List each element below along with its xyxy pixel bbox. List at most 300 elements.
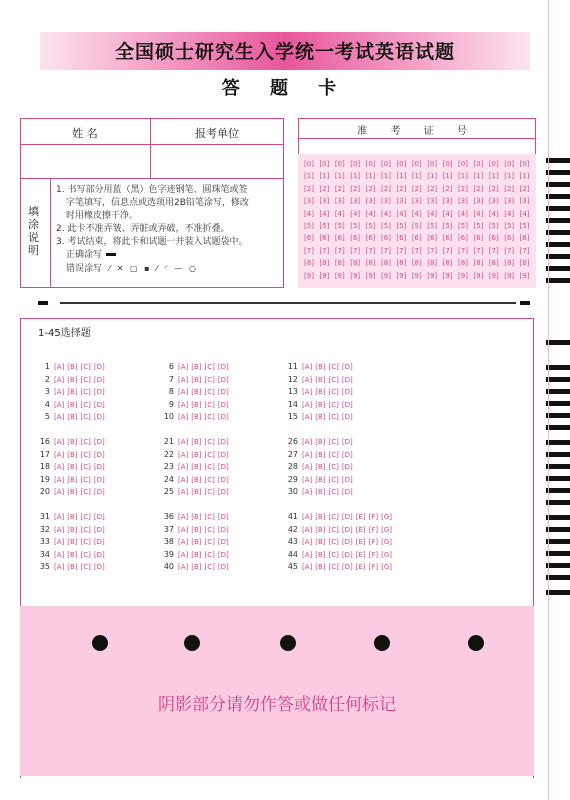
option-bubble[interactable]: [A] bbox=[178, 413, 189, 422]
option-bubble[interactable]: [B] bbox=[315, 488, 326, 497]
option-bubble[interactable]: [D] bbox=[341, 375, 353, 384]
option-bubble[interactable]: [D] bbox=[341, 563, 353, 572]
option-bubble[interactable]: [C] bbox=[328, 463, 339, 472]
option-bubble[interactable]: [F] bbox=[368, 525, 379, 534]
option-bubble[interactable]: [A] bbox=[178, 538, 189, 547]
option-bubble[interactable]: [D] bbox=[217, 400, 229, 409]
option-bubble[interactable]: [B] bbox=[191, 513, 202, 521]
option-bubble[interactable]: [A] bbox=[54, 513, 65, 521]
option-bubble[interactable]: [C] bbox=[80, 538, 91, 547]
digit-bubble[interactable]: [8] bbox=[304, 259, 314, 268]
digit-bubble[interactable]: [7] bbox=[411, 246, 422, 255]
digit-bubble[interactable]: [4] bbox=[427, 209, 438, 218]
option-bubble[interactable]: [A] bbox=[54, 413, 65, 422]
option-bubble[interactable]: [A] bbox=[178, 475, 189, 484]
option-bubble[interactable]: [B] bbox=[67, 475, 78, 484]
digit-bubble[interactable]: [7] bbox=[504, 246, 515, 255]
option-bubble[interactable]: [A] bbox=[302, 438, 313, 446]
option-bubble[interactable]: [D] bbox=[341, 488, 353, 497]
option-bubble[interactable]: [B] bbox=[315, 513, 326, 521]
option-bubble[interactable]: [C] bbox=[80, 413, 91, 422]
digit-bubble[interactable]: [7] bbox=[473, 246, 484, 255]
option-bubble[interactable]: [C] bbox=[204, 363, 215, 371]
digit-bubble[interactable]: [9] bbox=[488, 271, 499, 280]
digit-bubble[interactable]: [0] bbox=[334, 160, 345, 168]
option-bubble[interactable]: [D] bbox=[93, 513, 105, 521]
option-bubble[interactable]: [B] bbox=[315, 450, 326, 459]
option-bubble[interactable]: [A] bbox=[302, 388, 313, 397]
option-bubble[interactable]: [A] bbox=[54, 488, 65, 497]
option-bubble[interactable]: [D] bbox=[217, 363, 229, 371]
digit-bubble[interactable]: [6] bbox=[504, 234, 515, 243]
digit-bubble[interactable]: [2] bbox=[365, 184, 376, 193]
digit-bubble[interactable]: [5] bbox=[334, 221, 345, 230]
option-bubble[interactable]: [A] bbox=[54, 463, 65, 472]
option-bubble[interactable]: [A] bbox=[178, 388, 189, 397]
digit-bubble[interactable]: [3] bbox=[381, 197, 391, 206]
digit-bubble[interactable]: [3] bbox=[411, 197, 422, 206]
digit-bubble[interactable]: [0] bbox=[350, 160, 361, 168]
digit-bubble[interactable]: [9] bbox=[365, 271, 376, 280]
option-bubble[interactable]: [B] bbox=[191, 388, 202, 397]
option-bubble[interactable]: [D] bbox=[341, 513, 353, 521]
option-bubble[interactable]: [B] bbox=[191, 438, 202, 446]
digit-bubble[interactable]: [6] bbox=[473, 234, 484, 243]
option-bubble[interactable]: [A] bbox=[302, 513, 313, 521]
digit-bubble[interactable]: [3] bbox=[473, 197, 484, 206]
option-bubble[interactable]: [C] bbox=[80, 400, 91, 409]
digit-bubble[interactable]: [4] bbox=[519, 209, 530, 218]
option-bubble[interactable]: [A] bbox=[302, 475, 313, 484]
digit-bubble[interactable]: [3] bbox=[504, 197, 515, 206]
digit-bubble[interactable]: [7] bbox=[304, 246, 314, 255]
option-bubble[interactable]: [D] bbox=[217, 488, 229, 497]
option-bubble[interactable]: [D] bbox=[341, 525, 353, 534]
option-bubble[interactable]: [C] bbox=[328, 525, 339, 534]
digit-bubble[interactable]: [1] bbox=[442, 172, 453, 181]
option-bubble[interactable]: [A] bbox=[178, 525, 189, 534]
digit-bubble[interactable]: [5] bbox=[365, 221, 376, 230]
option-bubble[interactable]: [B] bbox=[315, 388, 326, 397]
option-bubble[interactable]: [A] bbox=[302, 463, 313, 472]
digit-bubble[interactable]: [1] bbox=[411, 172, 422, 181]
option-bubble[interactable]: [G] bbox=[381, 550, 393, 559]
option-bubble[interactable]: [C] bbox=[328, 400, 339, 409]
option-bubble[interactable]: [C] bbox=[328, 450, 339, 459]
digit-bubble[interactable]: [5] bbox=[488, 221, 499, 230]
digit-bubble[interactable]: [6] bbox=[334, 234, 345, 243]
name-field[interactable] bbox=[22, 148, 148, 176]
option-bubble[interactable]: [C] bbox=[328, 538, 339, 547]
digit-bubble[interactable]: [0] bbox=[319, 160, 330, 168]
option-bubble[interactable]: [C] bbox=[328, 388, 339, 397]
option-bubble[interactable]: [C] bbox=[204, 525, 215, 534]
digit-bubble[interactable]: [9] bbox=[304, 271, 314, 280]
option-bubble[interactable]: [C] bbox=[80, 450, 91, 459]
option-bubble[interactable]: [F] bbox=[368, 513, 379, 521]
option-bubble[interactable]: [B] bbox=[191, 538, 202, 547]
option-bubble[interactable]: [A] bbox=[178, 550, 189, 559]
option-bubble[interactable]: [B] bbox=[315, 438, 326, 446]
digit-bubble[interactable]: [7] bbox=[519, 246, 530, 255]
option-bubble[interactable]: [A] bbox=[178, 375, 189, 384]
digit-bubble[interactable]: [9] bbox=[411, 271, 422, 280]
digit-bubble[interactable]: [9] bbox=[319, 271, 330, 280]
digit-bubble[interactable]: [1] bbox=[381, 172, 391, 181]
option-bubble[interactable]: [D] bbox=[217, 463, 229, 472]
digit-bubble[interactable]: [9] bbox=[350, 271, 361, 280]
digit-bubble[interactable]: [8] bbox=[519, 259, 530, 268]
digit-bubble[interactable]: [8] bbox=[319, 259, 330, 268]
option-bubble[interactable]: [D] bbox=[217, 475, 229, 484]
option-bubble[interactable]: [A] bbox=[302, 375, 313, 384]
digit-bubble[interactable]: [6] bbox=[365, 234, 376, 243]
option-bubble[interactable]: [D] bbox=[93, 488, 105, 497]
option-bubble[interactable]: [D] bbox=[217, 525, 229, 534]
option-bubble[interactable]: [B] bbox=[315, 538, 326, 547]
digit-bubble[interactable]: [5] bbox=[350, 221, 361, 230]
option-bubble[interactable]: [D] bbox=[217, 388, 229, 397]
option-bubble[interactable]: [A] bbox=[178, 363, 189, 371]
digit-bubble[interactable]: [6] bbox=[458, 234, 468, 243]
option-bubble[interactable]: [D] bbox=[341, 475, 353, 484]
option-bubble[interactable]: [A] bbox=[54, 563, 65, 572]
digit-bubble[interactable]: [1] bbox=[519, 172, 530, 181]
option-bubble[interactable]: [B] bbox=[67, 563, 78, 572]
option-bubble[interactable]: [A] bbox=[178, 450, 189, 459]
option-bubble[interactable]: [A] bbox=[54, 538, 65, 547]
option-bubble[interactable]: [A] bbox=[54, 388, 65, 397]
digit-bubble[interactable]: [2] bbox=[519, 184, 530, 193]
digit-bubble[interactable]: [3] bbox=[442, 197, 453, 206]
option-bubble[interactable]: [B] bbox=[67, 550, 78, 559]
option-bubble[interactable]: [A] bbox=[54, 438, 65, 446]
digit-bubble[interactable]: [0] bbox=[473, 160, 484, 168]
option-bubble[interactable]: [C] bbox=[80, 475, 91, 484]
digit-bubble[interactable]: [3] bbox=[304, 197, 314, 206]
option-bubble[interactable]: [F] bbox=[368, 563, 379, 572]
digit-bubble[interactable]: [8] bbox=[334, 259, 345, 268]
digit-bubble[interactable]: [9] bbox=[442, 271, 453, 280]
option-bubble[interactable]: [D] bbox=[93, 563, 105, 572]
option-bubble[interactable]: [A] bbox=[302, 525, 313, 534]
digit-bubble[interactable]: [3] bbox=[488, 197, 499, 206]
option-bubble[interactable]: [B] bbox=[315, 550, 326, 559]
option-bubble[interactable]: [E] bbox=[355, 563, 366, 572]
option-bubble[interactable]: [C] bbox=[204, 513, 215, 521]
digit-bubble[interactable]: [2] bbox=[458, 184, 468, 193]
digit-bubble[interactable]: [7] bbox=[396, 246, 407, 255]
option-bubble[interactable]: [C] bbox=[80, 363, 91, 371]
option-bubble[interactable]: [C] bbox=[204, 388, 215, 397]
option-bubble[interactable]: [G] bbox=[381, 563, 393, 572]
digit-bubble[interactable]: [0] bbox=[396, 160, 407, 168]
option-bubble[interactable]: [B] bbox=[191, 475, 202, 484]
option-bubble[interactable]: [B] bbox=[67, 363, 78, 371]
digit-bubble[interactable]: [1] bbox=[473, 172, 484, 181]
option-bubble[interactable]: [B] bbox=[315, 475, 326, 484]
digit-bubble[interactable]: [2] bbox=[304, 184, 314, 193]
digit-bubble[interactable]: [5] bbox=[504, 221, 515, 230]
option-bubble[interactable]: [D] bbox=[93, 450, 105, 459]
digit-bubble[interactable]: [0] bbox=[381, 160, 391, 168]
option-bubble[interactable]: [D] bbox=[341, 413, 353, 422]
digit-bubble[interactable]: [0] bbox=[442, 160, 453, 168]
option-bubble[interactable]: [A] bbox=[178, 463, 189, 472]
option-bubble[interactable]: [B] bbox=[191, 488, 202, 497]
option-bubble[interactable]: [B] bbox=[67, 450, 78, 459]
digit-bubble[interactable]: [8] bbox=[427, 259, 438, 268]
option-bubble[interactable]: [A] bbox=[302, 400, 313, 409]
option-bubble[interactable]: [D] bbox=[341, 538, 353, 547]
option-bubble[interactable]: [A] bbox=[178, 563, 189, 572]
digit-bubble[interactable]: [9] bbox=[381, 271, 391, 280]
option-bubble[interactable]: [D] bbox=[93, 413, 105, 422]
option-bubble[interactable]: [C] bbox=[204, 475, 215, 484]
option-bubble[interactable]: [C] bbox=[204, 538, 215, 547]
digit-bubble[interactable]: [5] bbox=[304, 221, 314, 230]
digit-bubble[interactable]: [7] bbox=[350, 246, 361, 255]
option-bubble[interactable]: [G] bbox=[381, 538, 393, 547]
digit-bubble[interactable]: [4] bbox=[350, 209, 361, 218]
digit-bubble[interactable]: [4] bbox=[381, 209, 391, 218]
option-bubble[interactable]: [B] bbox=[315, 463, 326, 472]
digit-bubble[interactable]: [2] bbox=[334, 184, 345, 193]
option-bubble[interactable]: [D] bbox=[93, 363, 105, 371]
digit-bubble[interactable]: [2] bbox=[411, 184, 422, 193]
option-bubble[interactable]: [A] bbox=[54, 525, 65, 534]
digit-bubble[interactable]: [1] bbox=[427, 172, 438, 181]
option-bubble[interactable]: [D] bbox=[93, 525, 105, 534]
option-bubble[interactable]: [B] bbox=[191, 413, 202, 422]
option-bubble[interactable]: [B] bbox=[315, 363, 326, 371]
option-bubble[interactable]: [A] bbox=[178, 438, 189, 446]
option-bubble[interactable]: [C] bbox=[204, 400, 215, 409]
digit-bubble[interactable]: [8] bbox=[396, 259, 407, 268]
digit-bubble[interactable]: [7] bbox=[488, 246, 499, 255]
option-bubble[interactable]: [A] bbox=[302, 363, 313, 371]
digit-bubble[interactable]: [9] bbox=[473, 271, 484, 280]
digit-bubble[interactable]: [7] bbox=[334, 246, 345, 255]
digit-bubble[interactable]: [6] bbox=[319, 234, 330, 243]
digit-bubble[interactable]: [0] bbox=[365, 160, 376, 168]
option-bubble[interactable]: [E] bbox=[355, 550, 366, 559]
digit-bubble[interactable]: [1] bbox=[396, 172, 407, 181]
option-bubble[interactable]: [B] bbox=[67, 413, 78, 422]
digit-bubble[interactable]: [3] bbox=[458, 197, 468, 206]
option-bubble[interactable]: [B] bbox=[315, 375, 326, 384]
digit-bubble[interactable]: [2] bbox=[504, 184, 515, 193]
option-bubble[interactable]: [C] bbox=[328, 550, 339, 559]
option-bubble[interactable]: [A] bbox=[54, 400, 65, 409]
digit-bubble[interactable]: [4] bbox=[442, 209, 453, 218]
digit-bubble[interactable]: [7] bbox=[458, 246, 468, 255]
option-bubble[interactable]: [B] bbox=[315, 525, 326, 534]
digit-bubble[interactable]: [3] bbox=[334, 197, 345, 206]
digit-bubble[interactable]: [3] bbox=[427, 197, 438, 206]
option-bubble[interactable]: [D] bbox=[93, 463, 105, 472]
option-bubble[interactable]: [E] bbox=[355, 513, 366, 521]
option-bubble[interactable]: [C] bbox=[328, 413, 339, 422]
digit-bubble[interactable]: [7] bbox=[381, 246, 391, 255]
option-bubble[interactable]: [C] bbox=[328, 438, 339, 446]
option-bubble[interactable]: [F] bbox=[368, 538, 379, 547]
option-bubble[interactable]: [A] bbox=[178, 400, 189, 409]
option-bubble[interactable]: [B] bbox=[67, 538, 78, 547]
digit-bubble[interactable]: [4] bbox=[396, 209, 407, 218]
option-bubble[interactable]: [E] bbox=[355, 538, 366, 547]
digit-bubble[interactable]: [8] bbox=[473, 259, 484, 268]
option-bubble[interactable]: [C] bbox=[204, 563, 215, 572]
digit-bubble[interactable]: [4] bbox=[473, 209, 484, 218]
option-bubble[interactable]: [D] bbox=[341, 450, 353, 459]
option-bubble[interactable]: [B] bbox=[191, 525, 202, 534]
option-bubble[interactable]: [C] bbox=[80, 463, 91, 472]
digit-bubble[interactable]: [8] bbox=[411, 259, 422, 268]
option-bubble[interactable]: [D] bbox=[93, 475, 105, 484]
digit-bubble[interactable]: [2] bbox=[319, 184, 330, 193]
digit-bubble[interactable]: [3] bbox=[319, 197, 330, 206]
digit-bubble[interactable]: [1] bbox=[319, 172, 330, 181]
option-bubble[interactable]: [A] bbox=[178, 488, 189, 497]
digit-bubble[interactable]: [0] bbox=[304, 160, 314, 168]
digit-bubble[interactable]: [4] bbox=[488, 209, 499, 218]
option-bubble[interactable]: [B] bbox=[67, 400, 78, 409]
option-bubble[interactable]: [A] bbox=[54, 363, 65, 371]
digit-bubble[interactable]: [1] bbox=[458, 172, 468, 181]
digit-bubble[interactable]: [2] bbox=[488, 184, 499, 193]
option-bubble[interactable]: [F] bbox=[368, 550, 379, 559]
digit-bubble[interactable]: [2] bbox=[350, 184, 361, 193]
option-bubble[interactable]: [A] bbox=[302, 563, 313, 572]
option-bubble[interactable]: [B] bbox=[67, 388, 78, 397]
digit-bubble[interactable]: [4] bbox=[365, 209, 376, 218]
digit-bubble[interactable]: [6] bbox=[350, 234, 361, 243]
option-bubble[interactable]: [C] bbox=[204, 450, 215, 459]
digit-bubble[interactable]: [9] bbox=[427, 271, 438, 280]
digit-bubble[interactable]: [3] bbox=[350, 197, 361, 206]
option-bubble[interactable]: [G] bbox=[381, 525, 393, 534]
option-bubble[interactable]: [D] bbox=[93, 538, 105, 547]
digit-bubble[interactable]: [6] bbox=[519, 234, 530, 243]
digit-bubble[interactable]: [0] bbox=[427, 160, 438, 168]
digit-bubble[interactable]: [0] bbox=[504, 160, 515, 168]
option-bubble[interactable]: [A] bbox=[302, 413, 313, 422]
digit-bubble[interactable]: [8] bbox=[350, 259, 361, 268]
digit-bubble[interactable]: [5] bbox=[411, 221, 422, 230]
digit-bubble[interactable]: [0] bbox=[519, 160, 530, 168]
option-bubble[interactable]: [D] bbox=[341, 363, 353, 371]
digit-bubble[interactable]: [0] bbox=[411, 160, 422, 168]
option-bubble[interactable]: [C] bbox=[80, 550, 91, 559]
digit-bubble[interactable]: [6] bbox=[381, 234, 391, 243]
digit-bubble[interactable]: [1] bbox=[350, 172, 361, 181]
option-bubble[interactable]: [D] bbox=[217, 563, 229, 572]
option-bubble[interactable]: [D] bbox=[341, 388, 353, 397]
option-bubble[interactable]: [D] bbox=[217, 538, 229, 547]
option-bubble[interactable]: [B] bbox=[67, 488, 78, 497]
option-bubble[interactable]: [D] bbox=[341, 438, 353, 446]
option-bubble[interactable]: [C] bbox=[328, 563, 339, 572]
option-bubble[interactable]: [C] bbox=[204, 550, 215, 559]
option-bubble[interactable]: [B] bbox=[191, 375, 202, 384]
option-bubble[interactable]: [C] bbox=[204, 438, 215, 446]
option-bubble[interactable]: [A] bbox=[302, 488, 313, 497]
option-bubble[interactable]: [C] bbox=[328, 363, 339, 371]
option-bubble[interactable]: [A] bbox=[178, 513, 189, 521]
option-bubble[interactable]: [B] bbox=[315, 400, 326, 409]
option-bubble[interactable]: [D] bbox=[217, 513, 229, 521]
digit-bubble[interactable]: [4] bbox=[334, 209, 345, 218]
digit-bubble[interactable]: [8] bbox=[488, 259, 499, 268]
option-bubble[interactable]: [D] bbox=[217, 413, 229, 422]
digit-bubble[interactable]: [2] bbox=[427, 184, 438, 193]
option-bubble[interactable]: [C] bbox=[80, 513, 91, 521]
digit-bubble[interactable]: [6] bbox=[411, 234, 422, 243]
option-bubble[interactable]: [C] bbox=[80, 388, 91, 397]
option-bubble[interactable]: [B] bbox=[67, 525, 78, 534]
digit-bubble[interactable]: [2] bbox=[396, 184, 407, 193]
digit-bubble[interactable]: [9] bbox=[519, 271, 530, 280]
digit-bubble[interactable]: [1] bbox=[365, 172, 376, 181]
option-bubble[interactable]: [A] bbox=[302, 538, 313, 547]
option-bubble[interactable]: [C] bbox=[328, 375, 339, 384]
option-bubble[interactable]: [B] bbox=[191, 400, 202, 409]
digit-bubble[interactable]: [7] bbox=[319, 246, 330, 255]
option-bubble[interactable]: [B] bbox=[315, 413, 326, 422]
digit-bubble[interactable]: [3] bbox=[365, 197, 376, 206]
option-bubble[interactable]: [A] bbox=[54, 450, 65, 459]
option-bubble[interactable]: [C] bbox=[204, 375, 215, 384]
option-bubble[interactable]: [B] bbox=[191, 550, 202, 559]
option-bubble[interactable]: [E] bbox=[355, 525, 366, 534]
digit-bubble[interactable]: [7] bbox=[442, 246, 453, 255]
option-bubble[interactable]: [D] bbox=[217, 450, 229, 459]
digit-bubble[interactable]: [3] bbox=[519, 197, 530, 206]
digit-bubble[interactable]: [5] bbox=[458, 221, 468, 230]
option-bubble[interactable]: [D] bbox=[93, 400, 105, 409]
digit-bubble[interactable]: [9] bbox=[504, 271, 515, 280]
digit-bubble[interactable]: [2] bbox=[381, 184, 391, 193]
option-bubble[interactable]: [B] bbox=[191, 463, 202, 472]
digit-bubble[interactable]: [4] bbox=[319, 209, 330, 218]
option-bubble[interactable]: [G] bbox=[381, 513, 393, 521]
digit-bubble[interactable]: [7] bbox=[365, 246, 376, 255]
digit-bubble[interactable]: [6] bbox=[396, 234, 407, 243]
digit-bubble[interactable]: [9] bbox=[334, 271, 345, 280]
option-bubble[interactable]: [B] bbox=[67, 513, 78, 521]
digit-bubble[interactable]: [1] bbox=[504, 172, 515, 181]
digit-bubble[interactable]: [5] bbox=[442, 221, 453, 230]
option-bubble[interactable]: [C] bbox=[204, 488, 215, 497]
digit-bubble[interactable]: [9] bbox=[396, 271, 407, 280]
digit-bubble[interactable]: [4] bbox=[304, 209, 314, 218]
option-bubble[interactable]: [C] bbox=[328, 475, 339, 484]
digit-bubble[interactable]: [1] bbox=[304, 172, 314, 181]
digit-bubble[interactable]: [8] bbox=[381, 259, 391, 268]
digit-bubble[interactable]: [5] bbox=[519, 221, 530, 230]
option-bubble[interactable]: [B] bbox=[191, 450, 202, 459]
option-bubble[interactable]: [B] bbox=[191, 563, 202, 572]
option-bubble[interactable]: [C] bbox=[80, 525, 91, 534]
digit-bubble[interactable]: [5] bbox=[381, 221, 391, 230]
digit-bubble[interactable]: [5] bbox=[396, 221, 407, 230]
digit-bubble[interactable]: [5] bbox=[473, 221, 484, 230]
option-bubble[interactable]: [C] bbox=[80, 563, 91, 572]
digit-bubble[interactable]: [1] bbox=[334, 172, 345, 181]
option-bubble[interactable]: [C] bbox=[328, 488, 339, 497]
option-bubble[interactable]: [D] bbox=[93, 388, 105, 397]
